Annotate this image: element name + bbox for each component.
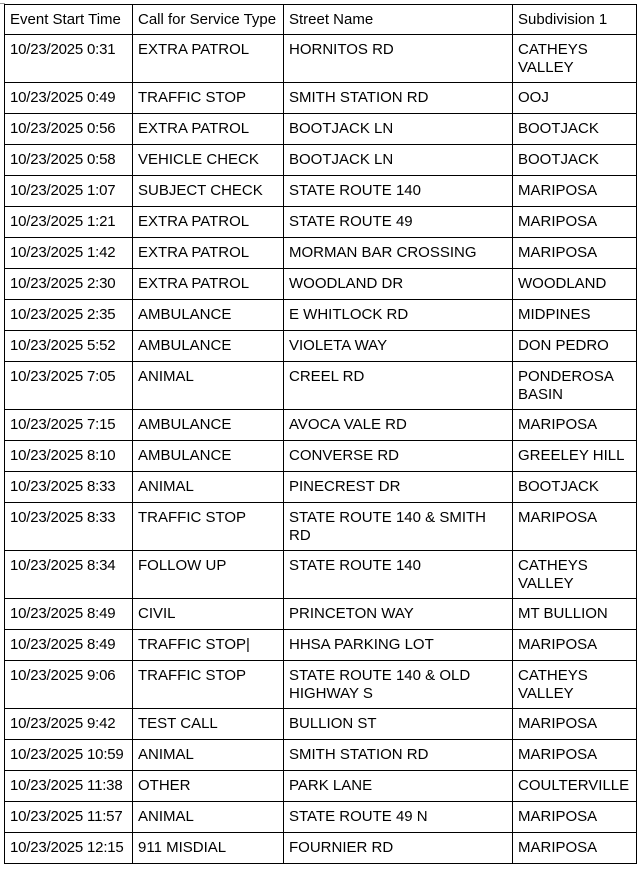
cell-call-type: AMBULANCE [133, 410, 284, 441]
cell-subdivision: BOOTJACK [513, 114, 637, 145]
cell-subdivision: MT BULLION [513, 599, 637, 630]
cell-subdivision: PONDEROSA BASIN [513, 362, 637, 410]
table-row [5, 269, 637, 300]
table-row [5, 35, 637, 83]
cell-subdivision: CATHEYS VALLEY [513, 35, 637, 83]
cell-event-start-time: 10/23/2025 8:34 [5, 551, 133, 599]
table-row [5, 238, 637, 269]
header-subdivision: Subdivision 1 [513, 5, 637, 35]
cell-event-start-time: 10/23/2025 8:33 [5, 472, 133, 503]
cell-event-start-time: 10/23/2025 5:52 [5, 331, 133, 362]
header-call-for-service-type: Call for Service Type [133, 5, 284, 35]
table-header-row [5, 5, 637, 35]
cell-call-type: ANIMAL [133, 802, 284, 833]
cell-street-name: CONVERSE RD [284, 441, 513, 472]
cell-subdivision: MARIPOSA [513, 503, 637, 551]
table-row [5, 362, 637, 410]
table-row [5, 410, 637, 441]
cell-subdivision: OOJ [513, 83, 637, 114]
cell-call-type: FOLLOW UP [133, 551, 284, 599]
cell-call-type: TRAFFIC STOP [133, 661, 284, 709]
table-row [5, 709, 637, 740]
cell-event-start-time: 10/23/2025 7:05 [5, 362, 133, 410]
cell-street-name: PINECREST DR [284, 472, 513, 503]
cell-event-start-time: 10/23/2025 2:35 [5, 300, 133, 331]
cell-street-name: CREEL RD [284, 362, 513, 410]
cell-call-type: AMBULANCE [133, 441, 284, 472]
table-row [5, 331, 637, 362]
table-row [5, 802, 637, 833]
cell-subdivision: MARIPOSA [513, 802, 637, 833]
table-row [5, 833, 637, 864]
cell-event-start-time: 10/23/2025 12:15 [5, 833, 133, 864]
cell-call-type: TRAFFIC STOP [133, 503, 284, 551]
cell-event-start-time: 10/23/2025 0:31 [5, 35, 133, 83]
cell-subdivision: COULTERVILLE [513, 771, 637, 802]
table-row [5, 551, 637, 599]
cell-street-name: SMITH STATION RD [284, 740, 513, 771]
cell-call-type: EXTRA PATROL [133, 269, 284, 300]
cell-call-type: 911 MISDIAL [133, 833, 284, 864]
cell-street-name: STATE ROUTE 49 [284, 207, 513, 238]
table-row [5, 176, 637, 207]
cell-call-type: TEST CALL [133, 709, 284, 740]
cell-street-name: STATE ROUTE 140 [284, 551, 513, 599]
table-row [5, 661, 637, 709]
cell-call-type: SUBJECT CHECK [133, 176, 284, 207]
cell-call-type: OTHER [133, 771, 284, 802]
cell-street-name: STATE ROUTE 49 N [284, 802, 513, 833]
cell-street-name: BULLION ST [284, 709, 513, 740]
cell-subdivision: DON PEDRO [513, 331, 637, 362]
cell-subdivision: MARIPOSA [513, 238, 637, 269]
cell-subdivision: MARIPOSA [513, 740, 637, 771]
cell-subdivision: MARIPOSA [513, 833, 637, 864]
cell-street-name: AVOCA VALE RD [284, 410, 513, 441]
cell-event-start-time: 10/23/2025 1:21 [5, 207, 133, 238]
cell-event-start-time: 10/23/2025 7:15 [5, 410, 133, 441]
cell-event-start-time: 10/23/2025 0:49 [5, 83, 133, 114]
cell-event-start-time: 10/23/2025 2:30 [5, 269, 133, 300]
cell-street-name: MORMAN BAR CROSSING [284, 238, 513, 269]
cell-street-name: SMITH STATION RD [284, 83, 513, 114]
cell-street-name: HORNITOS RD [284, 35, 513, 83]
cell-call-type: EXTRA PATROL [133, 114, 284, 145]
table-row [5, 599, 637, 630]
cell-street-name: WOODLAND DR [284, 269, 513, 300]
cell-event-start-time: 10/23/2025 0:56 [5, 114, 133, 145]
cell-call-type: EXTRA PATROL [133, 207, 284, 238]
cell-subdivision: GREELEY HILL [513, 441, 637, 472]
cell-street-name: BOOTJACK LN [284, 114, 513, 145]
cell-call-type: TRAFFIC STOP [133, 83, 284, 114]
cell-street-name: STATE ROUTE 140 [284, 176, 513, 207]
cell-subdivision: CATHEYS VALLEY [513, 661, 637, 709]
cell-event-start-time: 10/23/2025 10:59 [5, 740, 133, 771]
cell-street-name: PRINCETON WAY [284, 599, 513, 630]
cell-subdivision: MARIPOSA [513, 207, 637, 238]
cell-call-type: EXTRA PATROL [133, 35, 284, 83]
cell-street-name: PARK LANE [284, 771, 513, 802]
cell-subdivision: MARIPOSA [513, 630, 637, 661]
cell-street-name: E WHITLOCK RD [284, 300, 513, 331]
table-row [5, 441, 637, 472]
table-row [5, 503, 637, 551]
cell-call-type: ANIMAL [133, 472, 284, 503]
cell-event-start-time: 10/23/2025 0:58 [5, 145, 133, 176]
cell-event-start-time: 10/23/2025 8:49 [5, 630, 133, 661]
table-row [5, 300, 637, 331]
cell-call-type: TRAFFIC STOP| [133, 630, 284, 661]
cell-event-start-time: 10/23/2025 8:33 [5, 503, 133, 551]
cell-subdivision: MIDPINES [513, 300, 637, 331]
cell-event-start-time: 10/23/2025 8:49 [5, 599, 133, 630]
header-event-start-time: Event Start Time [5, 5, 133, 35]
cell-subdivision: MARIPOSA [513, 410, 637, 441]
cell-subdivision: BOOTJACK [513, 472, 637, 503]
table-row [5, 472, 637, 503]
cell-street-name: BOOTJACK LN [284, 145, 513, 176]
cell-event-start-time: 10/23/2025 9:06 [5, 661, 133, 709]
table-row [5, 630, 637, 661]
cell-call-type: EXTRA PATROL [133, 238, 284, 269]
table-row [5, 145, 637, 176]
cell-subdivision: WOODLAND [513, 269, 637, 300]
cell-subdivision: CATHEYS VALLEY [513, 551, 637, 599]
cell-call-type: ANIMAL [133, 362, 284, 410]
cell-call-type: AMBULANCE [133, 331, 284, 362]
table-row [5, 83, 637, 114]
table-row [5, 771, 637, 802]
cell-call-type: VEHICLE CHECK [133, 145, 284, 176]
cell-call-type: ANIMAL [133, 740, 284, 771]
table-row [5, 740, 637, 771]
document-page [4, 4, 636, 864]
cell-event-start-time: 10/23/2025 11:57 [5, 802, 133, 833]
call-log-table [4, 4, 637, 864]
cell-street-name: HHSA PARKING LOT [284, 630, 513, 661]
cell-call-type: AMBULANCE [133, 300, 284, 331]
cell-street-name: VIOLETA WAY [284, 331, 513, 362]
cell-street-name: STATE ROUTE 140 & SMITH RD [284, 503, 513, 551]
cell-event-start-time: 10/23/2025 11:38 [5, 771, 133, 802]
cell-event-start-time: 10/23/2025 1:07 [5, 176, 133, 207]
cell-subdivision: MARIPOSA [513, 709, 637, 740]
cell-event-start-time: 10/23/2025 8:10 [5, 441, 133, 472]
cell-event-start-time: 10/23/2025 9:42 [5, 709, 133, 740]
header-street-name: Street Name [284, 5, 513, 35]
cell-subdivision: BOOTJACK [513, 145, 637, 176]
table-row [5, 114, 637, 145]
cell-event-start-time: 10/23/2025 1:42 [5, 238, 133, 269]
cell-street-name: STATE ROUTE 140 & OLD HIGHWAY S [284, 661, 513, 709]
table-row [5, 207, 637, 238]
cell-street-name: FOURNIER RD [284, 833, 513, 864]
cell-subdivision: MARIPOSA [513, 176, 637, 207]
cell-call-type: CIVIL [133, 599, 284, 630]
